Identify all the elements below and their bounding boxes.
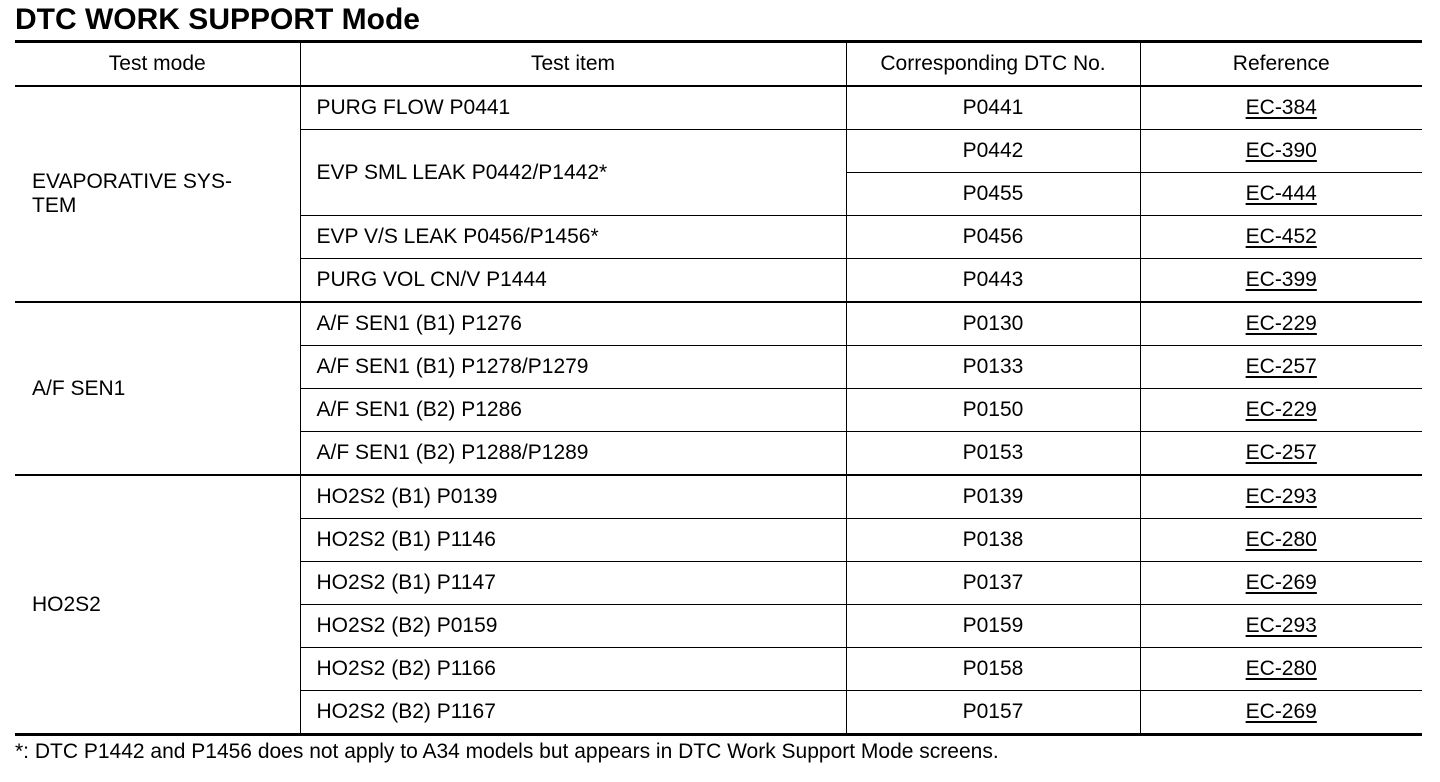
reference-cell: [1140, 173, 1422, 216]
test-item-cell: HO2S2 (B2) P1167: [300, 691, 846, 735]
test-mode-label: A/F SEN1: [32, 376, 126, 400]
reference-cell: [1140, 475, 1422, 519]
reference-cell: [1140, 648, 1422, 691]
test-mode-cell: [15, 475, 300, 735]
table-header-row: [15, 42, 1422, 87]
dtc-no-cell: P0456: [846, 216, 1140, 259]
dtc-no-cell: P0133: [846, 346, 1140, 389]
header-reference: Reference: [1140, 42, 1422, 87]
reference-link[interactable]: EC-229: [1245, 312, 1317, 335]
reference-link[interactable]: EC-390: [1245, 139, 1317, 162]
reference-link[interactable]: EC-293: [1245, 485, 1317, 508]
test-item-cell: PURG VOL CN/V P1444: [300, 259, 846, 303]
test-item-cell: PURG FLOW P0441: [300, 86, 846, 130]
test-item-cell: HO2S2 (B1) P1147: [300, 562, 846, 605]
reference-cell: [1140, 346, 1422, 389]
dtc-no-cell: P0157: [846, 691, 1140, 735]
reference-link[interactable]: EC-269: [1245, 571, 1317, 594]
test-mode-cell: [15, 302, 300, 475]
dtc-no-cell: P0159: [846, 605, 1140, 648]
test-item-cell: EVP V/S LEAK P0456/P1456*: [300, 216, 846, 259]
dtc-no-cell: P0138: [846, 519, 1140, 562]
test-mode-label-cont: TEM: [32, 194, 77, 217]
dtc-no-cell: P0455: [846, 173, 1140, 216]
reference-link[interactable]: EC-269: [1245, 700, 1317, 723]
group-ho2s2: [15, 475, 1422, 735]
reference-link[interactable]: EC-229: [1245, 398, 1317, 421]
dtc-no-cell: P0137: [846, 562, 1140, 605]
test-mode-cell: [15, 86, 300, 302]
test-item-cell: A/F SEN1 (B1) P1276: [300, 302, 846, 346]
table-row: [15, 302, 1422, 346]
reference-cell: [1140, 562, 1422, 605]
group-af-sen1: [15, 302, 1422, 475]
test-item-cell: A/F SEN1 (B1) P1278/P1279: [300, 346, 846, 389]
reference-cell: [1140, 216, 1422, 259]
page-title: DTC WORK SUPPORT Mode: [15, 3, 420, 36]
test-item-cell: HO2S2 (B1) P1146: [300, 519, 846, 562]
reference-link[interactable]: EC-257: [1245, 441, 1317, 464]
header-test-mode: Test mode: [15, 42, 300, 87]
dtc-no-cell: P0443: [846, 259, 1140, 303]
dtc-no-cell: P0153: [846, 432, 1140, 476]
table-row: [15, 86, 1422, 130]
reference-link[interactable]: EC-293: [1245, 614, 1317, 637]
test-mode-label: HO2S2: [32, 592, 101, 616]
test-mode-label: EVAPORATIVE SYS-: [32, 170, 232, 193]
reference-cell: [1140, 605, 1422, 648]
dtc-no-cell: P0150: [846, 389, 1140, 432]
reference-link[interactable]: EC-452: [1245, 225, 1317, 248]
test-item-cell: HO2S2 (B2) P0159: [300, 605, 846, 648]
group-evaporative-system: [15, 86, 1422, 302]
reference-cell: [1140, 432, 1422, 476]
reference-link[interactable]: EC-257: [1245, 355, 1317, 378]
dtc-no-cell: P0158: [846, 648, 1140, 691]
reference-cell: [1140, 86, 1422, 130]
reference-link[interactable]: EC-399: [1245, 268, 1317, 291]
reference-cell: [1140, 302, 1422, 346]
reference-link[interactable]: EC-384: [1245, 96, 1317, 119]
dtc-no-cell: P0139: [846, 475, 1140, 519]
table-row: [15, 475, 1422, 519]
test-item-cell: EVP SML LEAK P0442/P1442*: [300, 130, 846, 216]
header-dtc-no: Corresponding DTC No.: [846, 42, 1140, 87]
reference-cell: [1140, 130, 1422, 173]
reference-link[interactable]: EC-444: [1245, 182, 1317, 205]
header-test-item: Test item: [300, 42, 846, 87]
reference-link[interactable]: EC-280: [1245, 657, 1317, 680]
reference-cell: [1140, 259, 1422, 303]
test-item-cell: A/F SEN1 (B2) P1288/P1289: [300, 432, 846, 476]
reference-cell: [1140, 389, 1422, 432]
test-item-cell: A/F SEN1 (B2) P1286: [300, 389, 846, 432]
reference-cell: [1140, 519, 1422, 562]
reference-link[interactable]: EC-280: [1245, 528, 1317, 551]
test-item-cell: HO2S2 (B2) P1166: [300, 648, 846, 691]
dtc-no-cell: P0441: [846, 86, 1140, 130]
dtc-work-support-table: [15, 40, 1422, 736]
document-page: [15, 0, 1422, 766]
dtc-no-cell: P0130: [846, 302, 1140, 346]
dtc-no-cell: P0442: [846, 130, 1140, 173]
test-item-cell: HO2S2 (B1) P0139: [300, 475, 846, 519]
footnote: *: DTC P1442 and P1456 does not apply to A34 models but appears in DTC Work Support Mode screens.: [15, 740, 999, 763]
reference-cell: [1140, 691, 1422, 735]
